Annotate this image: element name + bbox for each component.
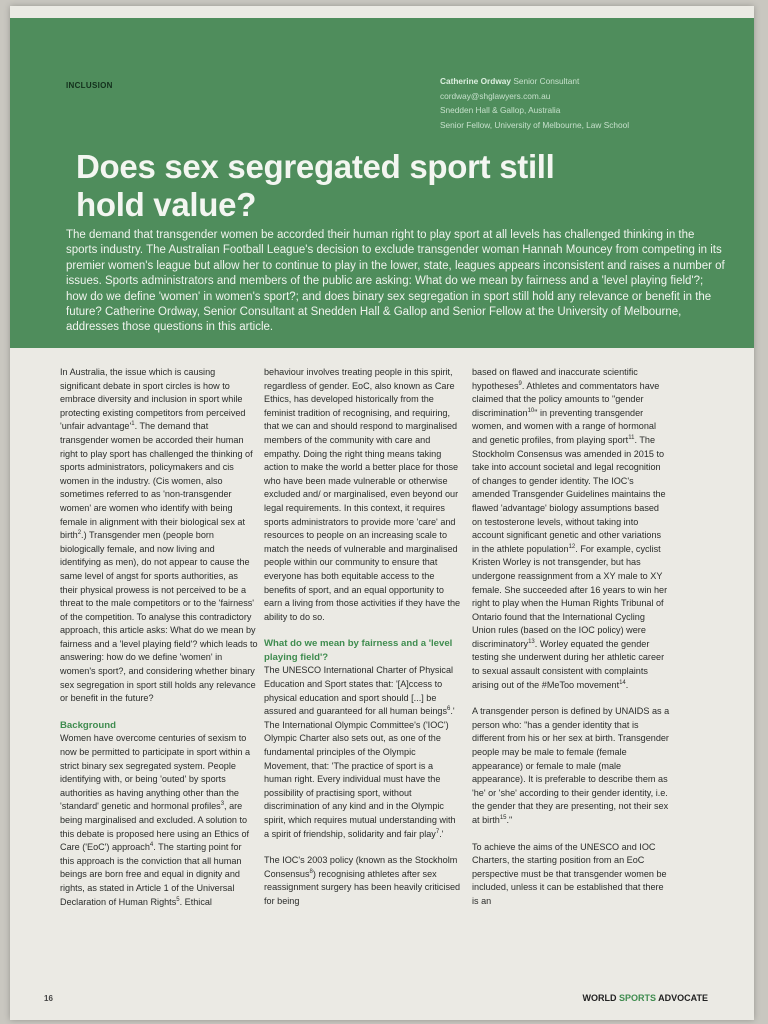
magazine-name: WORLD SPORTS ADVOCATE <box>582 993 708 1003</box>
paragraph: To achieve the aims of the UNESCO and IOC Charters, the starting position from an EoC perspective must be that transgender women be included, unless it can be established that there is an <box>472 841 667 906</box>
subheading-fairness: What do we mean by fairness and a 'level playing field'? <box>264 638 453 663</box>
author-role: Senior Consultant <box>511 76 580 86</box>
author-fellowship: Senior Fellow, University of Melbourne, Law School <box>440 119 630 130</box>
subheading-background: Background <box>60 719 116 731</box>
magazine-page <box>10 6 754 1020</box>
paragraph: behaviour involves treating people in this spirit, regardless of gender. EoC, also known as Care Ethics, has developed historically from the feminist tradition of recognising, and requiring, that we can and should respond to marginalised members of the community with care and empathy. Doing the right thing means taking action to make the world a better place for those who have been made vulnerable or otherwise excluded and/ or marginalised, even beyond our legal requirements. In this context, it requires sports administrators to provide more 'care' and resources to people on an increasing scale to match the needs of vulnerable and marginalised people within our community to ensure that everyone has both equitable access to the benefits of sport, and an equal opportunity to earn a living from those activities if they have the ability to do so. <box>264 367 461 622</box>
header-banner <box>10 18 754 348</box>
author-email: cordway@shglawyers.com.au <box>440 90 551 101</box>
author-firm: Snedden Hall & Gallop, Australia <box>440 105 561 115</box>
paragraph: Women have overcome centuries of sexism to now be permitted to participate in sport within a strict binary sex segregated system. People identifying with, or being 'outed' by sports authorities as having anything other than the 'standard' genetic and hormonal profiles$^3$, are being marginalised and excluded. A solution to this debate is proposed here using an Ethics of Care ('EoC') approach$^4$. The starting point for this approach is the conviction that all human beings are born free and equal in dignity and rights, as stated in Article 1 of the Universal Declaration of Human Rights$^5$. Ethical <box>60 733 251 907</box>
body-column-3 <box>472 366 670 922</box>
author-block <box>440 74 740 132</box>
page-number: 16 <box>44 994 53 1003</box>
paragraph: A transgender person is defined by UNAIDS as a person who: "has a gender identity that is different from his or her sex at birth. Transgender people may be male to female (female appearance) or female to male (male appearance). It is preferable to describe them as 'he' or 'she' according to their gender identity, i.e. the gender that they are presenting, not their sex at birth$^{15}$." <box>472 706 670 825</box>
paragraph: based on flawed and inaccurate scientific hypotheses$^9$. Athletes and commentators have claimed that the policy amounts to "gender discrimination$^{10}$" in preventing transgender women, and women with a range of hormonal and genetic profiles, from playing sport$^{11}$. The Stockholm Consensus was amended in 2015 to take into account societal and legal recognition of changes to gender identity. The IOC's amended Transgender Guidelines maintains the flawed 'advantage' biology assumptions based on testosterone levels, without taking into account significant genetic and other variations in the athlete population$^{12}$. For example, cyclist Kristen Worley is not transgender, but has undergone reassignment from a XY male to XY female. She succeeded after 16 years to win her right to play when the Human Rights Tribunal of Ontario found that the International Cycling Union rules (based on the IOC policy) were discriminatory$^{13}$. Worley equated the gender testing she underwent during her athletic career to sexual assault consistent with complaints arising out of the #MeToo movement$^{14}$. <box>472 367 668 690</box>
paragraph: In Australia, the issue which is causing significant debate in sport circles is how to embrace diversity and inclusion in sport while protecting existing competitors from perceived 'unfair $advantage'^1$. The demand that transgender women be accorded their human right to play sport has challenged the thinking of sports administrators, policymakers and cis women in the industry. (Cis women, also sometimes referred to as 'non-transgender women' are women who identify with being female in alignment with their biological sex at birth$^2$.) Transgender men (people born biologically female, and now living and identifying as men), do not appear to cause the same level of angst for sports authorities, as their physical prowess is not perceived to be a threat to the male competitors or to the 'fairness' of the competition. To analyse this contradictory approach, this article asks: What do we mean by fairness and a 'level playing field'? which leads to answering: how do we define 'women' in women's sport?, and considering whether binary sex segregation in sport still holds any relevance or benefit in the future? <box>60 367 258 704</box>
section-label: INCLUSION <box>66 81 113 90</box>
paragraph: The IOC's 2003 policy (known as the Stockholm Consensus$^8$) recognising athletes after sex reassignment surgery has been heavily criticised for being <box>264 855 461 906</box>
author-name: Catherine Ordway <box>440 76 512 86</box>
article-title: Does sex segregated sport still hold value? <box>76 148 555 223</box>
author-line <box>440 74 740 89</box>
paragraph: The UNESCO International Charter of Physical Education and Sport states that: '[A]ccess to physical education and sport should [...] be assured and guaranteed for all human beings$^6$.' The International Olympic Committee's ('IOC') Olympic Charter also sets out, as one of the fundamental principles of the Olympic Movement, that: 'The practice of sport is a human right. Every individual must have the possibility of practising sport, without discrimination of any kind and in the Olympic spirit, which requires mutual understanding with a spirit of friendship, solidarity and fair play$^7$.' <box>264 665 456 839</box>
body-column-1 <box>60 366 258 922</box>
article-standfirst: The demand that transgender women be accorded their human right to play sport at all levels has challenged thinking in the sports industry. The Australian Football League's decision to exclude transgender woman Hannah Mouncey from competing in its premier women's league but allow her to continue to play in the lower, state, leagues appears inconsistent and raises a number of issues. Sports administrators and members of the public are asking: What do we mean by fairness and a 'level playing field'?; how do we define 'women' in women's sport?; and does binary sex segregation in sport still hold any relevance or benefit in the future? Catherine Ordway, Senior Consultant at Snedden Hall & Gallop and Senior Fellow at the University of Melbourne, addresses those questions in this article. <box>66 229 725 334</box>
body-column-2 <box>264 366 462 922</box>
